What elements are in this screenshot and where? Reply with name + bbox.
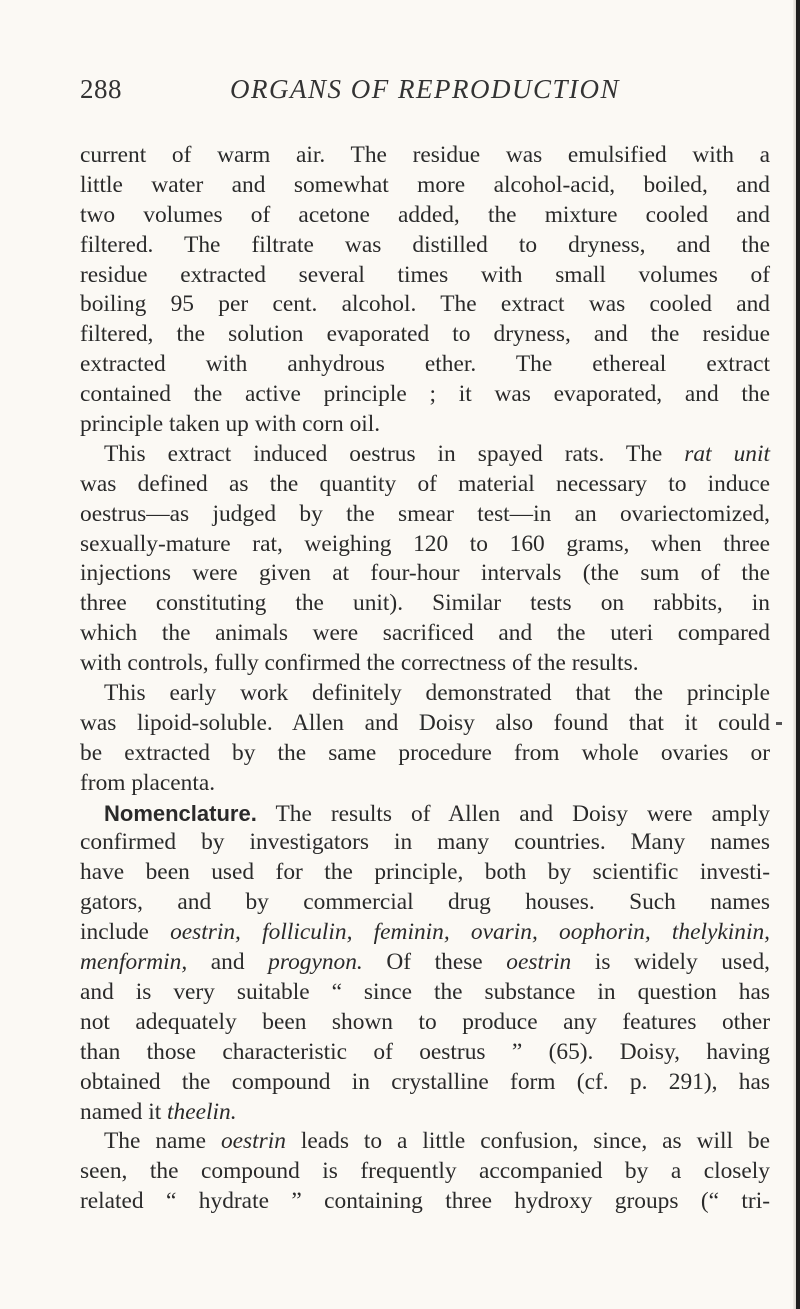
text-line bbox=[80, 1127, 770, 1157]
italic-term: oestrin bbox=[220, 1128, 286, 1155]
paragraph-3 bbox=[80, 679, 770, 799]
text-line: have been used for the principle, both by scientific investi- bbox=[80, 859, 770, 886]
text-line: principle taken up with corn oil. bbox=[80, 411, 381, 438]
text-run: leads to a little confusion, since, as will be bbox=[285, 1128, 770, 1155]
margin-mark bbox=[776, 722, 782, 725]
text-line: related “ hydrate ” containing three hydroxy groups (“ tri- bbox=[80, 1188, 770, 1215]
text-run: The name bbox=[104, 1128, 221, 1155]
text-run: named it bbox=[80, 1098, 168, 1125]
text-line: contained the active principle ; it was evaporated, and the bbox=[80, 381, 770, 408]
text-run: and bbox=[187, 949, 269, 976]
paragraph-2 bbox=[80, 440, 770, 679]
italic-term: rat unit bbox=[684, 440, 770, 467]
italic-term: oestrin, folliculin, feminin, ovarin, oophorin, thelykinin, bbox=[170, 919, 770, 946]
text-line bbox=[80, 799, 770, 829]
text-line: injections were given at four-hour intervals (the sum of the bbox=[80, 560, 770, 587]
italic-term: menformin, bbox=[80, 949, 188, 976]
text-line: gators, and by commercial drug houses. Such names bbox=[80, 889, 770, 916]
text-line: This early work definitely demonstrated that the principle bbox=[104, 680, 770, 707]
text-line: was lipoid-soluble. Allen and Doisy also found that it could bbox=[80, 709, 770, 736]
page-edge bbox=[796, 0, 800, 1309]
text-line: was defined as the quantity of material necessary to induce bbox=[80, 470, 770, 497]
italic-term: oestrin bbox=[506, 949, 572, 976]
paragraph-4 bbox=[80, 799, 770, 1128]
paragraph-1 bbox=[80, 141, 770, 440]
page-header bbox=[0, 64, 800, 114]
text-run: include bbox=[80, 919, 171, 946]
text-run: is widely used, bbox=[571, 949, 770, 976]
text-line: boiling 95 per cent. alcohol. The extract was cooled and bbox=[80, 291, 770, 318]
italic-term: progynon. bbox=[268, 949, 363, 976]
text-line: residue extracted several times with small volumes of bbox=[80, 261, 770, 288]
text-line: from placenta. bbox=[80, 769, 216, 796]
page-number: 288 bbox=[80, 74, 122, 104]
text-line: oestrus—as judged by the smear test—in an ovariectomized, bbox=[80, 500, 770, 527]
text-line bbox=[80, 440, 770, 470]
text-run: This extract induced oestrus in spayed rats. The bbox=[104, 440, 685, 467]
text-line bbox=[80, 948, 770, 978]
text-line: current of warm air. The residue was emulsified with a bbox=[80, 142, 770, 168]
italic-term: theelin. bbox=[167, 1098, 237, 1125]
text-line bbox=[80, 1098, 770, 1128]
text-line: confirmed by investigators in many countries. Many names bbox=[80, 829, 770, 856]
text-line: not adequately been shown to produce any features other bbox=[80, 1008, 770, 1035]
text-line: three constituting the unit). Similar tests on rabbits, in bbox=[80, 590, 770, 617]
paragraph-5 bbox=[80, 1127, 770, 1217]
text-line: than those characteristic of oestrus ” (65). Doisy, having bbox=[80, 1038, 770, 1065]
text-line: filtered, the solution evaporated to dryness, and the residue bbox=[80, 321, 770, 348]
text-line: extracted with anhydrous ether. The ethereal extract bbox=[80, 351, 770, 378]
text-line bbox=[80, 918, 770, 948]
text-line: sexually-mature rat, weighing 120 to 160 grams, when three bbox=[80, 530, 770, 557]
text-line: filtered. The filtrate was distilled to dryness, and the bbox=[80, 231, 770, 258]
text-run: Of these bbox=[362, 949, 507, 976]
text-line: seen, the compound is frequently accompanied by a closely bbox=[80, 1158, 770, 1185]
text-line: little water and somewhat more alcohol-acid, boiled, and bbox=[80, 171, 770, 198]
text-line: be extracted by the same procedure from whole ovaries or bbox=[80, 739, 770, 766]
text-run: The results of Allen and Doisy were amply bbox=[256, 800, 770, 827]
section-heading: Nomenclature. bbox=[104, 800, 257, 826]
text-line: and is very suitable “ since the substance in question has bbox=[80, 978, 770, 1005]
text-line: with controls, fully confirmed the correctness of the results. bbox=[80, 650, 639, 677]
text-line: which the animals were sacrificed and the uteri compared bbox=[80, 620, 770, 647]
running-title: ORGANS OF REPRODUCTION bbox=[230, 74, 620, 104]
page-body bbox=[80, 141, 770, 1217]
text-line: obtained the compound in crystalline form (cf. p. 291), has bbox=[80, 1068, 770, 1095]
text-line: two volumes of acetone added, the mixture cooled and bbox=[80, 201, 770, 228]
